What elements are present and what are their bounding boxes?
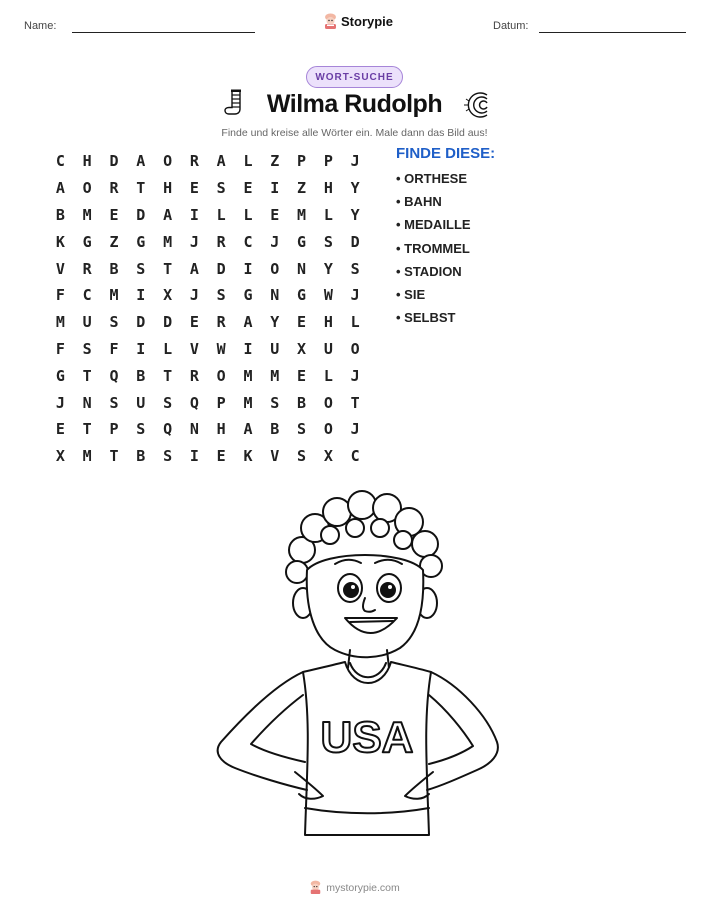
grid-cell[interactable]: U: [136, 393, 146, 412]
footer: [0, 880, 709, 895]
grid-cell[interactable]: B: [136, 447, 146, 466]
grid-cell[interactable]: H: [82, 152, 92, 171]
grid-cell[interactable]: V: [270, 447, 280, 466]
grid-cell[interactable]: I: [243, 259, 253, 278]
word-search-grid: [47, 148, 369, 470]
grid-cell[interactable]: T: [82, 420, 92, 439]
grid-cell[interactable]: S: [297, 447, 307, 466]
grid-cell[interactable]: F: [55, 286, 65, 305]
word-list-item: • STADION: [396, 263, 462, 279]
grid-cell[interactable]: O: [350, 339, 360, 358]
grid-cell[interactable]: G: [243, 286, 253, 305]
grid-cell[interactable]: K: [55, 232, 65, 251]
grid-cell[interactable]: Y: [323, 259, 333, 278]
grid-cell[interactable]: F: [55, 339, 65, 358]
grid-cell[interactable]: O: [270, 259, 280, 278]
word-list: [396, 171, 471, 333]
grid-cell[interactable]: M: [55, 313, 65, 332]
grid-cell[interactable]: P: [323, 152, 333, 171]
grid-cell[interactable]: C: [243, 232, 253, 251]
grid-cell[interactable]: L: [163, 339, 173, 358]
grid-cell[interactable]: S: [270, 393, 280, 412]
grid-cell[interactable]: A: [243, 313, 253, 332]
word-list-item: • ORTHESE: [396, 171, 468, 186]
grid-cell[interactable]: E: [297, 366, 307, 385]
grid-cell[interactable]: R: [189, 366, 199, 385]
grid-cell[interactable]: S: [136, 259, 146, 278]
grid-cell[interactable]: N: [189, 420, 199, 439]
grid-cell[interactable]: T: [163, 366, 173, 385]
grid-cell[interactable]: J: [350, 286, 360, 305]
grid-cell[interactable]: W: [323, 286, 333, 305]
grid-cell[interactable]: L: [243, 152, 253, 171]
grid-cell[interactable]: O: [323, 393, 333, 412]
coloring-illustration: [205, 490, 505, 840]
grid-cell[interactable]: M: [297, 205, 307, 224]
grid-cell[interactable]: Q: [109, 366, 119, 385]
grid-cell[interactable]: G: [297, 232, 307, 251]
grid-cell[interactable]: S: [216, 286, 226, 305]
grid-cell[interactable]: R: [109, 179, 119, 198]
grid-cell[interactable]: Q: [163, 420, 173, 439]
grid-cell[interactable]: J: [350, 366, 360, 385]
date-label: Datum:: [493, 20, 529, 32]
grid-cell[interactable]: U: [82, 313, 92, 332]
grid-cell[interactable]: T: [136, 179, 146, 198]
worksheet-type-badge: WORT-SUCHE: [306, 66, 403, 88]
grid-cell[interactable]: T: [82, 366, 92, 385]
grid-cell[interactable]: M: [109, 286, 119, 305]
grid-cell[interactable]: I: [189, 205, 199, 224]
grid-cell[interactable]: P: [216, 393, 226, 412]
grid-cell[interactable]: A: [189, 259, 199, 278]
grid-cell[interactable]: G: [136, 232, 146, 251]
grid-cell[interactable]: S: [82, 339, 92, 358]
grid-cell[interactable]: Y: [270, 313, 280, 332]
grid-cell[interactable]: D: [163, 313, 173, 332]
storypie-logo-icon: [309, 880, 322, 895]
grid-cell[interactable]: K: [243, 447, 253, 466]
page-title: Wilma Rudolph: [266, 90, 443, 118]
grid-cell[interactable]: Q: [189, 393, 199, 412]
grid-cell[interactable]: E: [297, 313, 307, 332]
grid-cell[interactable]: Z: [109, 232, 119, 251]
grid-cell[interactable]: G: [55, 366, 65, 385]
grid-cell[interactable]: X: [323, 447, 333, 466]
grid-cell[interactable]: S: [109, 393, 119, 412]
word-list-item: • BAHN: [396, 194, 442, 210]
instructions: Finde und kreise alle Wörter ein. Male dann das Bild aus!: [221, 127, 488, 139]
grid-cell[interactable]: A: [136, 152, 146, 171]
grid-cell[interactable]: E: [189, 179, 199, 198]
grid-cell[interactable]: F: [109, 339, 119, 358]
grid-cell[interactable]: S: [216, 179, 226, 198]
grid-cell[interactable]: E: [109, 205, 119, 224]
grid-cell[interactable]: G: [82, 232, 92, 251]
grid-cell[interactable]: X: [55, 447, 65, 466]
grid-cell[interactable]: H: [323, 179, 333, 198]
grid-cell[interactable]: D: [136, 313, 146, 332]
grid-cell[interactable]: S: [350, 259, 360, 278]
grid-cell[interactable]: L: [350, 313, 360, 332]
word-list-item: • SIE: [396, 286, 426, 302]
grid-cell[interactable]: I: [189, 447, 199, 466]
grid-cell[interactable]: J: [189, 286, 199, 305]
grid-cell[interactable]: L: [323, 366, 333, 385]
grid-cell[interactable]: N: [82, 393, 92, 412]
grid-cell[interactable]: H: [163, 179, 173, 198]
grid-cell[interactable]: Z: [270, 152, 280, 171]
grid-cell[interactable]: E: [270, 205, 280, 224]
grid-cell[interactable]: P: [297, 152, 307, 171]
grid-cell[interactable]: T: [350, 393, 360, 412]
grid-cell[interactable]: O: [163, 152, 173, 171]
word-list-item: • MEDAILLE: [396, 217, 471, 233]
grid-cell[interactable]: D: [109, 152, 119, 171]
grid-cell[interactable]: A: [216, 152, 226, 171]
grid-cell[interactable]: J: [55, 393, 65, 412]
grid-cell[interactable]: Y: [350, 205, 360, 224]
grid-cell[interactable]: J: [350, 152, 360, 171]
grid-cell[interactable]: S: [109, 313, 119, 332]
grid-cell[interactable]: H: [216, 420, 226, 439]
running-track-icon: [459, 90, 489, 120]
grid-cell[interactable]: N: [297, 259, 307, 278]
grid-cell[interactable]: M: [82, 447, 92, 466]
grid-cell[interactable]: M: [243, 393, 253, 412]
grid-cell[interactable]: S: [136, 420, 146, 439]
grid-cell[interactable]: J: [189, 232, 199, 251]
grid-cell[interactable]: B: [136, 366, 146, 385]
grid-cell[interactable]: G: [297, 286, 307, 305]
grid-cell[interactable]: L: [243, 205, 253, 224]
grid-cell[interactable]: C: [82, 286, 92, 305]
grid-cell[interactable]: I: [270, 179, 280, 198]
grid-cell[interactable]: N: [270, 286, 280, 305]
grid-cell[interactable]: Y: [350, 179, 360, 198]
grid-cell[interactable]: I: [136, 339, 146, 358]
grid-cell[interactable]: C: [55, 152, 65, 171]
grid-cell[interactable]: W: [216, 339, 226, 358]
grid-cell[interactable]: B: [109, 259, 119, 278]
grid-cell[interactable]: A: [163, 205, 173, 224]
grid-cell[interactable]: A: [55, 179, 65, 198]
storypie-logo-icon: [323, 13, 338, 30]
footer-url: mystorypie.com: [326, 881, 400, 894]
grid-cell[interactable]: M: [82, 205, 92, 224]
grid-cell[interactable]: U: [323, 339, 333, 358]
grid-cell[interactable]: S: [297, 420, 307, 439]
grid-cell[interactable]: J: [350, 420, 360, 439]
grid-cell[interactable]: V: [189, 339, 199, 358]
grid-cell[interactable]: V: [55, 259, 65, 278]
grid-cell[interactable]: X: [163, 286, 173, 305]
grid-cell[interactable]: B: [297, 393, 307, 412]
grid-cell[interactable]: L: [323, 205, 333, 224]
grid-cell[interactable]: D: [136, 205, 146, 224]
date-line: [539, 32, 686, 33]
grid-cell[interactable]: S: [163, 447, 173, 466]
grid-cell[interactable]: R: [189, 152, 199, 171]
grid-cell[interactable]: D: [350, 232, 360, 251]
grid-cell[interactable]: L: [216, 205, 226, 224]
grid-cell[interactable]: X: [297, 339, 307, 358]
brand-name: Storypie: [341, 14, 394, 29]
grid-cell[interactable]: H: [323, 313, 333, 332]
grid-cell[interactable]: T: [163, 259, 173, 278]
grid-cell[interactable]: E: [55, 420, 65, 439]
grid-cell[interactable]: D: [216, 259, 226, 278]
grid-cell[interactable]: A: [243, 420, 253, 439]
grid-cell[interactable]: R: [82, 259, 92, 278]
word-list-item: • SELBST: [396, 310, 456, 326]
grid-cell[interactable]: M: [243, 366, 253, 385]
grid-cell[interactable]: B: [270, 420, 280, 439]
grid-cell[interactable]: R: [216, 232, 226, 251]
grid-cell[interactable]: E: [189, 313, 199, 332]
grid-cell[interactable]: S: [323, 232, 333, 251]
name-line: [72, 32, 255, 33]
grid-cell[interactable]: I: [243, 339, 253, 358]
find-list-title: FINDE DIESE:: [396, 145, 496, 162]
grid-cell[interactable]: E: [216, 447, 226, 466]
grid-cell[interactable]: S: [163, 393, 173, 412]
grid-cell[interactable]: R: [216, 313, 226, 332]
grid-cell[interactable]: Z: [297, 179, 307, 198]
grid-cell[interactable]: E: [243, 179, 253, 198]
grid-cell[interactable]: M: [270, 366, 280, 385]
jersey-text: USA: [320, 713, 414, 762]
word-list-item: • TROMMEL: [396, 240, 470, 256]
name-label: Name:: [24, 20, 57, 32]
grid-cell[interactable]: O: [216, 366, 226, 385]
grid-cell[interactable]: B: [55, 205, 65, 224]
grid-cell[interactable]: C: [350, 447, 360, 466]
grid-cell[interactable]: I: [136, 286, 146, 305]
grid-cell[interactable]: O: [323, 420, 333, 439]
grid-cell[interactable]: U: [270, 339, 280, 358]
brand-logo: [323, 13, 393, 30]
grid-cell[interactable]: M: [163, 232, 173, 251]
grid-cell[interactable]: T: [109, 447, 119, 466]
grid-cell[interactable]: P: [109, 420, 119, 439]
grid-cell[interactable]: J: [270, 232, 280, 251]
grid-cell[interactable]: O: [82, 179, 92, 198]
